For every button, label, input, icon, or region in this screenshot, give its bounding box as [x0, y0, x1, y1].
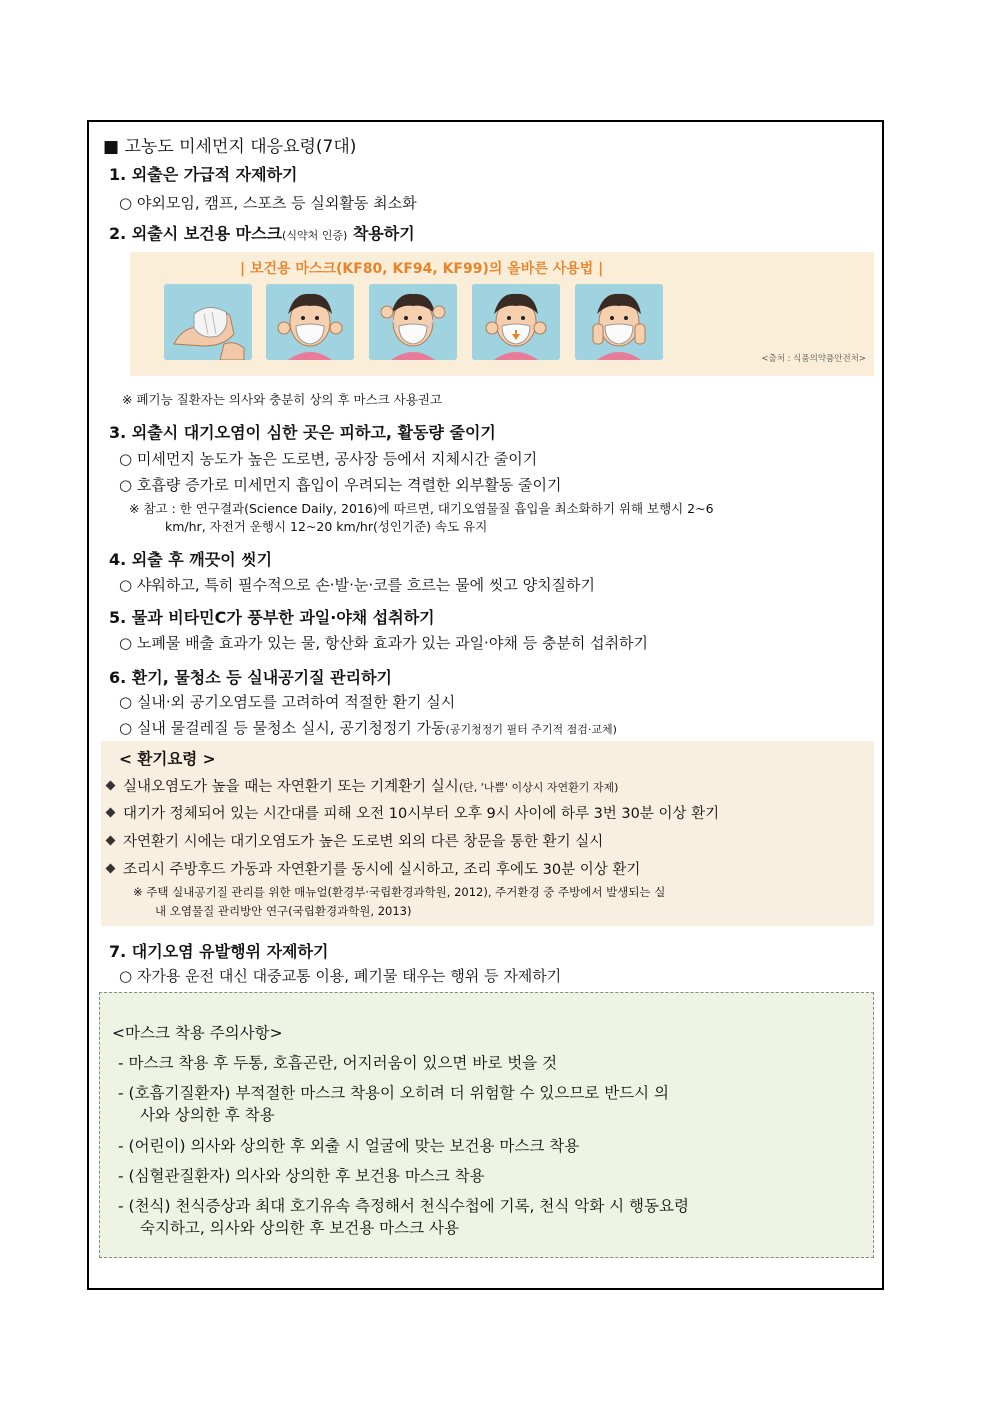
section-3-heading: 3. 외출시 대기오염이 심한 곳은 피하고, 활동량 줄이기: [109, 423, 496, 442]
caution-heading: <마스크 착용 주의사항>: [112, 1024, 283, 1042]
section-6-item-2: [119, 717, 617, 738]
ventilation-item-text: 자연환기 시에는 대기오염도가 높은 도로변 외의 다른 창문을 통한 환기 실시: [123, 834, 604, 850]
banner-source: <출처 : 식품의약품안전처>: [761, 354, 866, 364]
section-2-heading-tail: 착용하기: [347, 224, 415, 243]
ventilation-item: [107, 775, 618, 796]
caution-item: - (심혈관질환자) 의사와 상의한 후 보건용 마스크 착용: [118, 1167, 485, 1185]
mask-step-1-image: [164, 284, 252, 360]
ventilation-heading: < 환기요령 >: [119, 750, 216, 768]
ventilation-item-text: 조리시 주방후드 가동과 자연환기를 동시에 실시하고, 조리 후에도 30분 이상 환기: [123, 862, 641, 878]
section-2-heading: [109, 221, 415, 244]
caution-item: - (천식) 천식증상과 최대 호기유속 측정해서 천식수첩에 기록, 천식 악화 시 행동요령: [118, 1197, 689, 1215]
section-6-heading: 6. 환기, 물청소 등 실내공기질 관리하기: [109, 668, 392, 687]
section-4-heading: 4. 외출 후 깨끗이 씻기: [109, 550, 273, 569]
caution-item: - (호흡기질환자) 부적절한 마스크 착용이 오히려 더 위험할 수 있으므로 반드시 의: [118, 1084, 670, 1102]
ventilation-item-small: (단, '나쁨' 이상시 자연환기 자제): [458, 781, 619, 794]
caution-item-cont: 사와 상의한 후 착용: [140, 1106, 275, 1124]
section-3-note-line1: ※ 참고 : 한 연구결과(Science Daily, 2016)에 따르면, 대기오염물질 흡입을 최소화하기 위해 보행시 2~6: [129, 501, 714, 516]
banner-title: | 보건용 마스크(KF80, KF94, KF99)의 올바른 사용법 |: [240, 261, 604, 277]
mask-step-3-image: [369, 284, 457, 360]
mask-step-2-image: [266, 284, 354, 360]
ventilation-note-line1: ※ 주택 실내공기질 관리를 위한 매뉴얼(환경부·국립환경과학원, 2012), 주거환경 중 주방에서 발생되는 실: [133, 885, 666, 899]
section-2-heading-main: 2. 외출시 보건용 마스크: [109, 224, 283, 243]
section-5-heading: 5. 물과 비타민C가 풍부한 과일·야채 섭취하기: [109, 608, 435, 627]
diamond-bullet-icon: [106, 835, 116, 845]
mask-step-4-image: [472, 284, 560, 360]
caution-item: - (어린이) 의사와 상의한 후 외출 시 얼굴에 맞는 보건용 마스크 착용: [118, 1137, 580, 1155]
section-3-note-line2: km/hr, 자전거 운행시 12~20 km/hr(성인기준) 속도 유지: [165, 519, 488, 534]
section-6-item-2-main: ○ 실내 물걸레질 등 물청소 실시, 공기청정기 가동: [119, 719, 446, 737]
mask-step-5-image: [575, 284, 663, 360]
ventilation-item: [107, 830, 603, 851]
diamond-bullet-icon: [106, 807, 116, 817]
section-6-item-2-small: (공기청정기 필터 주기적 점검·교체): [445, 723, 617, 736]
section-1-heading: 1. 외출은 가급적 자제하기: [109, 165, 298, 184]
mask-usage-banner: [130, 252, 874, 376]
ventilation-item: [107, 802, 719, 823]
section-2-heading-small: (식약처 인증): [282, 229, 348, 242]
content-box: [87, 120, 884, 1290]
section-4-item: ○ 샤워하고, 특히 필수적으로 손·발·눈·코를 흐르는 물에 씻고 양치질하기: [119, 576, 596, 594]
ventilation-item: [107, 858, 640, 879]
caution-item: - 마스크 착용 후 두통, 호흡곤란, 어지러움이 있으면 바로 벗을 것: [118, 1054, 558, 1072]
section-5-item: ○ 노폐물 배출 효과가 있는 물, 항산화 효과가 있는 과일·야채 등 충분히 섭취하기: [119, 634, 649, 652]
ventilation-guide-box: [101, 741, 874, 926]
caution-item-cont: 숙지하고, 의사와 상의한 후 보건용 마스크 사용: [140, 1219, 459, 1237]
ventilation-item-text: 실내오염도가 높을 때는 자연환기 또는 기계환기 실시: [123, 779, 459, 795]
section-7-heading: 7. 대기오염 유발행위 자제하기: [109, 942, 329, 961]
ventilation-note-line2: 내 오염물질 관리방안 연구(국립환경과학원, 2013): [155, 904, 412, 918]
section-3-item: ○ 미세먼지 농도가 높은 도로변, 공사장 등에서 지체시간 줄이기: [119, 450, 538, 468]
page-title: ■ 고농도 미세먼지 대응요령(7대): [103, 137, 357, 157]
section-1-item: ○ 야외모임, 캠프, 스포츠 등 실외활동 최소화: [119, 194, 417, 212]
ventilation-item-text: 대기가 정체되어 있는 시간대를 피해 오전 10시부터 오후 9시 사이에 하루 3번 30분 이상 환기: [123, 806, 720, 822]
mask-caution-box: [99, 992, 874, 1258]
section-3-item: ○ 호흡량 증가로 미세먼지 흡입이 우려되는 격렬한 외부활동 줄이기: [119, 476, 562, 494]
section-2-note: ※ 폐기능 질환자는 의사와 충분히 상의 후 마스크 사용권고: [122, 392, 442, 407]
section-6-item-1: ○ 실내·외 공기오염도를 고려하여 적절한 환기 실시: [119, 693, 456, 711]
diamond-bullet-icon: [106, 780, 116, 790]
section-7-item: ○ 자가용 운전 대신 대중교통 이용, 폐기물 태우는 행위 등 자제하기: [119, 967, 562, 985]
diamond-bullet-icon: [106, 863, 116, 873]
